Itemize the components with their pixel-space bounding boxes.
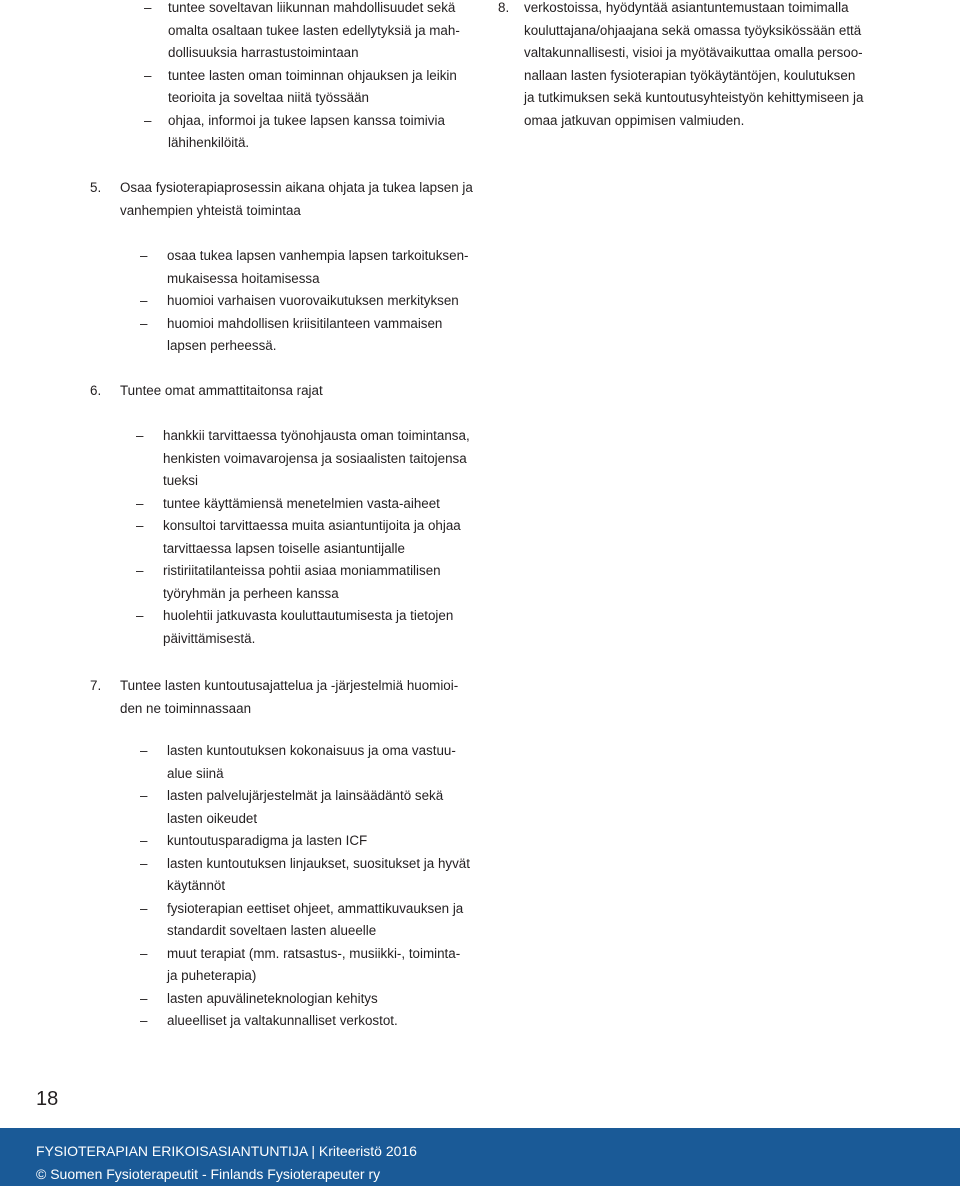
item-5-bullet-list [140, 245, 490, 358]
list-item-text: tuntee lasten oman toiminnan ohjauksen ja leikin [168, 67, 457, 83]
list-item-continuation [140, 808, 500, 831]
list-item [140, 988, 500, 1011]
list-item-text: alueelliset ja valtakunnalliset verkostot. [167, 1013, 398, 1028]
list-item-text: alue siinä [167, 765, 224, 781]
heading-line [90, 675, 490, 698]
list-item-text: hankkii tarvittaessa työnohjausta oman toimintansa, [163, 428, 470, 443]
dash-bullet-icon: – [140, 855, 148, 871]
list-item-continuation [136, 628, 496, 651]
list-item [136, 515, 496, 538]
list-item [140, 943, 500, 966]
heading-line [90, 698, 490, 721]
paragraph-line: ja tutkimuksen sekä kuntoutusyhteistyön kehittymiseen ja [524, 90, 864, 105]
heading-text: Tuntee omat ammattitaitonsa rajat [120, 383, 323, 398]
list-item-text: muut terapiat (mm. ratsastus-, musiikki-, toiminta- [167, 945, 461, 961]
list-item-text: mukaisessa hoitamisessa [167, 270, 320, 286]
paragraph-line: valtakunnallisesti, visioi ja myötävaikuttaa omalla persoo- [524, 45, 863, 60]
list-item-text: tuntee käyttämiensä menetelmien vasta-aiheet [163, 495, 440, 511]
list-item [136, 605, 496, 628]
list-item-text: tarvittaessa lapsen toiselle asiantuntijalle [163, 540, 405, 556]
dash-bullet-icon: – [136, 608, 144, 623]
list-item-continuation [140, 920, 500, 943]
paragraph-line: nallaan lasten fysioterapian työkäytäntöjen, koulutuksen [524, 67, 856, 83]
list-item [140, 830, 500, 853]
list-item-text: lasten kuntoutuksen linjaukset, suositukset ja hyvät [167, 855, 470, 871]
list-item-text: lähihenkilöitä. [168, 135, 250, 150]
list-item [140, 313, 490, 336]
dash-bullet-icon: – [140, 293, 148, 308]
item-8 [498, 0, 938, 155]
list-item [140, 853, 500, 876]
item-7 [90, 675, 490, 720]
dash-bullet-icon: – [136, 563, 144, 578]
footer-bar [0, 1128, 960, 1186]
dash-bullet-icon: – [140, 315, 148, 331]
item-6 [90, 380, 490, 403]
list-item-text: ristiriitatilanteissa pohtii asiaa moniammatilisen [163, 563, 441, 578]
list-item-text: huomioi mahdollisen kriisitilanteen vammaisen [167, 315, 443, 331]
list-item-text: huolehtii jatkuvasta kouluttautumisesta ja tietojen [163, 608, 454, 623]
dash-bullet-icon: – [136, 428, 144, 443]
dash-bullet-icon: – [144, 67, 152, 83]
paragraph-line: verkostoissa, hyödyntää asiantuntemustaan toimimalla [524, 0, 849, 15]
list-item-text: päivittämisestä. [163, 630, 256, 646]
item-7-bullet-list [140, 740, 500, 1033]
list-item-text: lasten kuntoutuksen kokonaisuus ja oma vastuu- [167, 743, 456, 758]
heading-line [90, 200, 490, 223]
list-item [140, 1010, 500, 1033]
heading-line [90, 380, 490, 403]
list-item [140, 898, 500, 921]
list-item-text: teorioita ja soveltaa niitä työssään [168, 90, 369, 105]
left-top-bullet-list [144, 0, 474, 155]
list-item-continuation [140, 965, 500, 988]
list-item-continuation [144, 132, 474, 155]
list-item-text: fysioterapian eettiset ohjeet, ammattikuvauksen ja [167, 900, 464, 916]
list-item [140, 740, 500, 763]
list-item-text: standardit soveltaen lasten alueelle [167, 923, 377, 938]
dash-bullet-icon: – [140, 1013, 148, 1028]
item-number: 7. [90, 678, 102, 693]
list-item-text: huomioi varhaisen vuorovaikutuksen merkityksen [167, 293, 459, 308]
list-item-text: dollisuuksia harrastustoimintaan [168, 45, 359, 60]
footer-copyright: © Suomen Fysioterapeutit - Finlands Fysioterapeuter ry [36, 1166, 381, 1182]
list-item [136, 560, 496, 583]
heading-text: Osaa fysioterapiaprosessin aikana ohjata ja tukea lapsen ja [120, 180, 473, 195]
list-item-text: tueksi [163, 473, 198, 488]
item-number: 5. [90, 180, 102, 195]
dash-bullet-icon: – [140, 990, 148, 1006]
list-item-continuation [136, 583, 496, 606]
item-5-heading [90, 177, 490, 222]
list-item-continuation [140, 268, 490, 291]
list-item-continuation [140, 335, 490, 358]
list-item-text: konsultoi tarvittaessa muita asiantuntijoita ja ohjaa [163, 518, 461, 533]
list-item [140, 785, 500, 808]
list-item-continuation [136, 448, 496, 471]
dash-bullet-icon: – [140, 900, 148, 916]
list-item-continuation [136, 538, 496, 561]
list-item [144, 110, 474, 133]
list-item-text: kuntoutusparadigma ja lasten ICF [167, 833, 368, 848]
list-item [144, 0, 474, 20]
list-item [136, 493, 496, 516]
heading-text: Tuntee lasten kuntoutusajattelua ja -järjestelmiä huomioi- [120, 678, 459, 693]
list-item-text: lasten oikeudet [167, 810, 258, 826]
list-item-text: henkisten voimavarojensa ja sosiaalisten taitojensa [163, 450, 467, 466]
list-item-text: osaa tukea lapsen vanhempia lapsen tarkoituksen- [167, 248, 469, 263]
list-item-text: käytännöt [167, 878, 226, 893]
dash-bullet-icon: – [140, 248, 148, 263]
dash-bullet-icon: – [140, 833, 148, 848]
list-item-text: omalta osaltaan tukee lasten edellytyksiä ja mah- [168, 22, 460, 38]
list-item-continuation [144, 42, 474, 65]
page-number: 18 [36, 1088, 59, 1110]
dash-bullet-icon: – [136, 495, 144, 511]
dash-bullet-icon: – [140, 788, 148, 803]
list-item-text: lapsen perheessä. [167, 338, 277, 353]
list-item-text: tuntee soveltavan liikunnan mahdollisuudet sekä [168, 0, 456, 15]
dash-bullet-icon: – [136, 518, 144, 533]
heading-text: vanhempien yhteistä toimintaa [120, 202, 301, 218]
list-item-continuation [144, 20, 474, 43]
item-8-number: 8. [498, 0, 510, 15]
paragraph-line: omaa jatkuvan oppimisen valmiuden. [524, 112, 745, 128]
list-item-continuation [136, 470, 496, 493]
list-item-text: ja puheterapia) [167, 968, 257, 983]
list-item-continuation [140, 763, 500, 786]
item-number: 6. [90, 383, 102, 398]
item-8-text [498, 0, 938, 132]
list-item-text: lasten palvelujärjestelmät ja lainsäädäntö sekä [167, 788, 444, 803]
list-item-continuation [144, 87, 474, 110]
list-item-text: työryhmän ja perheen kanssa [163, 585, 339, 601]
list-item-text: ohjaa, informoi ja tukee lapsen kanssa toimivia [168, 112, 445, 128]
list-item [140, 245, 490, 268]
item-5 [90, 177, 490, 222]
list-item [136, 425, 496, 448]
list-item [144, 65, 474, 88]
heading-line [90, 177, 490, 200]
paragraph-line: kouluttajana/ohjaajana sekä omassa työyksikössään että [524, 22, 862, 38]
dash-bullet-icon: – [144, 0, 152, 15]
list-item-continuation [140, 875, 500, 898]
dash-bullet-icon: – [140, 743, 148, 758]
item-7-heading [90, 675, 490, 720]
heading-text: den ne toiminnassaan [120, 700, 252, 716]
dash-bullet-icon: – [140, 945, 148, 961]
list-item [140, 290, 490, 313]
footer-title: FYSIOTERAPIAN ERIKOISASIANTUNTIJA | Kriteeristö 2016 [36, 1143, 417, 1159]
item-6-bullet-list [136, 425, 496, 650]
list-item-text: lasten apuvälineteknologian kehitys [167, 990, 378, 1006]
item-6-heading [90, 380, 490, 403]
dash-bullet-icon: – [144, 112, 152, 128]
